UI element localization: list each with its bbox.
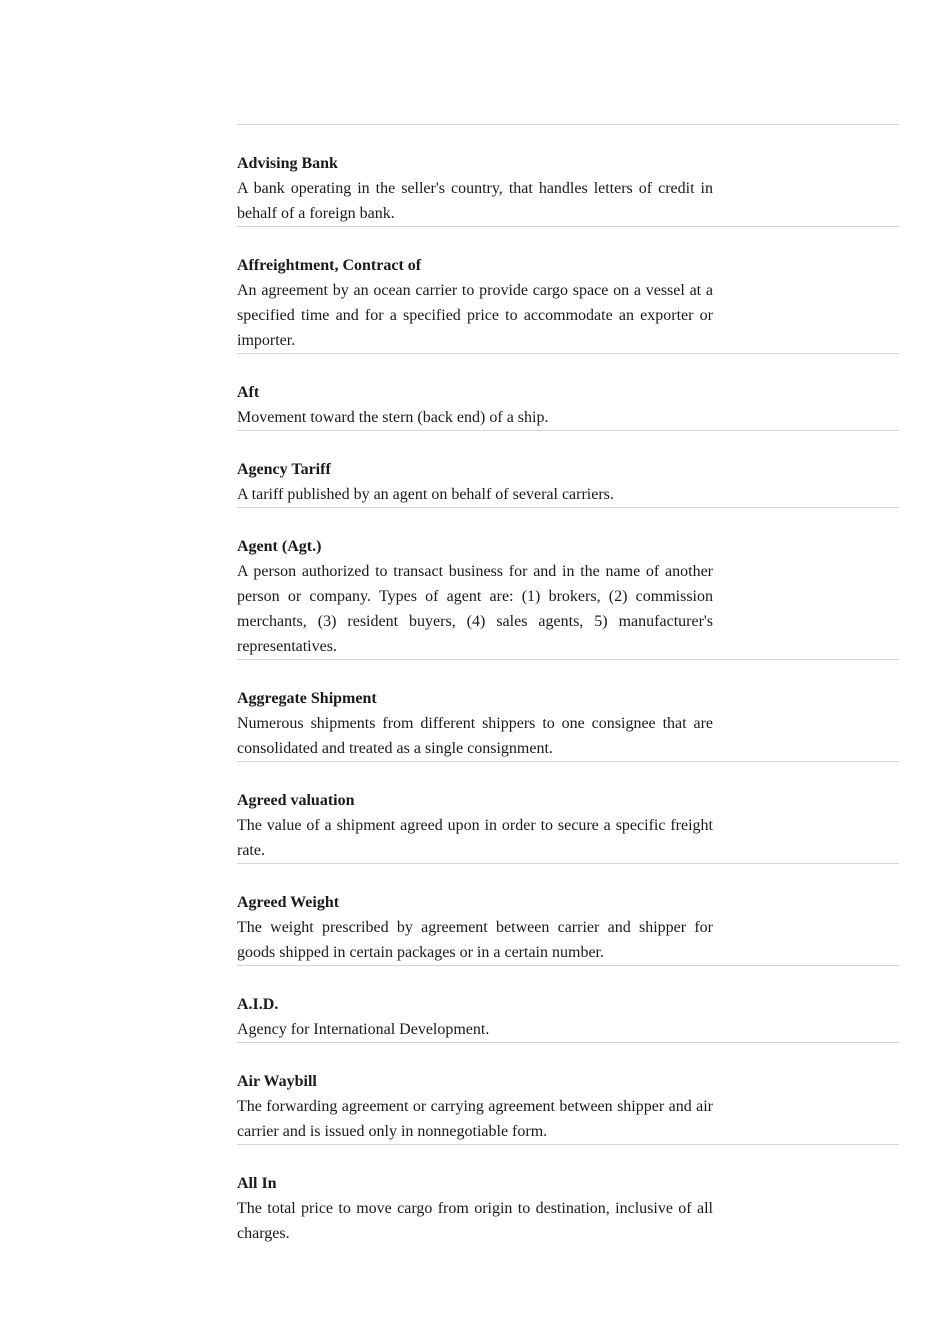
- glossary-entry: [237, 227, 899, 354]
- glossary-term: Aggregate Shipment: [237, 690, 377, 707]
- glossary-definition: Movement toward the stern (back end) of a ship.: [237, 409, 549, 426]
- glossary-definition: A bank operating in the seller's country, that handles letters of credit in behalf of a foreign bank.: [237, 180, 713, 222]
- glossary-entry: [237, 125, 899, 227]
- glossary-definition: A person authorized to transact business for and in the name of another person or company. Types of agent are: (1) brokers, (2) commission merchants, (3) resident buyers, (4) sales agents, 5) manufacturer's representatives.: [237, 563, 713, 655]
- glossary-list: [237, 124, 899, 1246]
- glossary-entry: [237, 966, 899, 1043]
- glossary-entry: [237, 864, 899, 966]
- glossary-definition: An agreement by an ocean carrier to provide cargo space on a vessel at a specified time and for a specified price to accommodate an exporter or importer.: [237, 282, 713, 349]
- glossary-term: Agent (Agt.): [237, 538, 322, 555]
- glossary-term: Agreed Weight: [237, 894, 340, 911]
- glossary-term: All In: [237, 1175, 277, 1192]
- glossary-definition: The value of a shipment agreed upon in order to secure a specific freight rate.: [237, 817, 713, 859]
- glossary-entry: [237, 762, 899, 864]
- glossary-term: Air Waybill: [237, 1073, 317, 1090]
- glossary-definition: The total price to move cargo from origin to destination, inclusive of all charges.: [237, 1200, 713, 1242]
- glossary-entry: [237, 508, 899, 660]
- glossary-definition: Numerous shipments from different shippers to one consignee that are consolidated and treated as a single consignment.: [237, 715, 713, 757]
- glossary-definition: The forwarding agreement or carrying agreement between shipper and air carrier and is issued only in nonnegotiable form.: [237, 1098, 713, 1140]
- glossary-term: Affreightment, Contract of: [237, 257, 422, 274]
- glossary-definition: The weight prescribed by agreement between carrier and shipper for goods shipped in certain packages or in a certain number.: [237, 919, 713, 961]
- glossary-entry: [237, 1145, 899, 1246]
- glossary-entry: [237, 354, 899, 431]
- glossary-entry: [237, 660, 899, 762]
- glossary-term: Agreed valuation: [237, 792, 355, 809]
- glossary-term: A.I.D.: [237, 996, 279, 1013]
- glossary-term: Advising Bank: [237, 155, 338, 172]
- glossary-definition: A tariff published by an agent on behalf of several carriers.: [237, 486, 614, 503]
- glossary-term: Agency Tariff: [237, 461, 331, 478]
- glossary-definition: Agency for International Development.: [237, 1021, 490, 1038]
- glossary-entry: [237, 1043, 899, 1145]
- glossary-entry: [237, 431, 899, 508]
- glossary-term: Aft: [237, 384, 260, 401]
